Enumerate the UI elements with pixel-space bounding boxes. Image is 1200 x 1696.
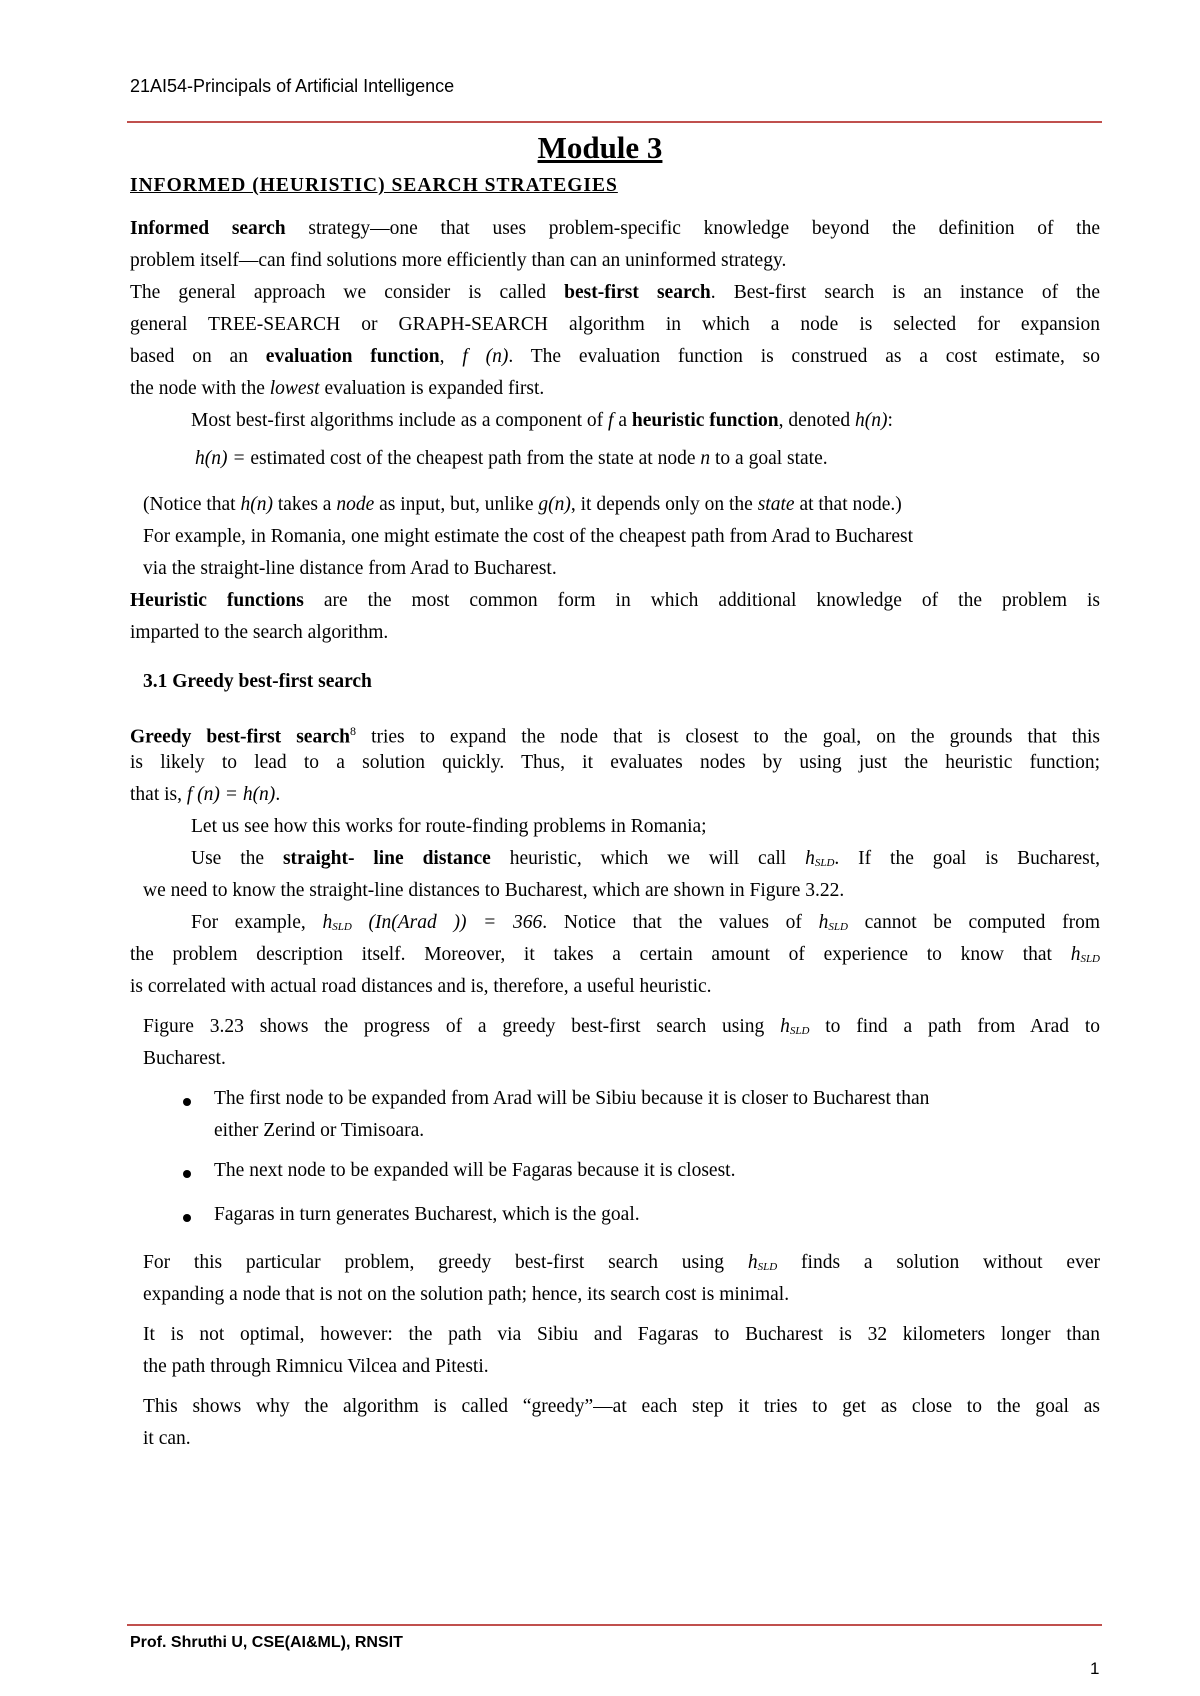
p10-line1: Figure 3.23 shows the progress of a greedy best-first search using $h_{SLD}$ to find a path from Arad to xyxy=(143,1016,1100,1037)
p13-line2: it can. xyxy=(143,1428,191,1449)
section-heading: INFORMED (HEURISTIC) SEARCH STRATEGIES xyxy=(130,175,618,196)
p6-line2: is likely to lead to a solution quickly. Thus, it evaluates nodes by using just the heuristic function; xyxy=(130,752,1100,773)
bullet-1-line2: either Zerind or Timisoara. xyxy=(214,1120,425,1141)
bullet-dot-2 xyxy=(183,1170,191,1178)
p4-line2: For example, in Romania, one might estimate the cost of the cheapest path from Arad to Bucharest xyxy=(143,526,914,547)
p6-line3: that is, f (n) = h(n). xyxy=(130,784,281,805)
bullet-3-line1: Fagaras in turn generates Bucharest, which is the goal. xyxy=(214,1204,640,1225)
bullet-dot-1 xyxy=(183,1098,191,1106)
p12-line2: the path through Rimnicu Vilcea and Pitesti. xyxy=(143,1356,489,1377)
p9-line1: For example, $h_{SLD}$ (In(Arad )) = 366. Notice that the values of $h_{SLD}$ cannot be computed from xyxy=(191,912,1100,933)
page-title: Module 3 xyxy=(537,130,663,165)
p1-line2: problem itself—can find solutions more efficiently than can an uninformed strategy. xyxy=(130,250,787,271)
p11-line1: For this particular problem, greedy best-first search using $h_{SLD}$ finds a solution without ever xyxy=(143,1252,1100,1273)
p13-line1: This shows why the algorithm is called “greedy”—at each step it tries to get as close to the goal as xyxy=(143,1396,1100,1417)
header-rule xyxy=(127,121,1102,123)
p9-line2: the problem description itself. Moreover, it takes a certain amount of experience to know that $h_{SLD}$ xyxy=(130,944,1100,965)
p2-line1: The general approach we consider is called best-first search. Best-first search is an instance of the xyxy=(130,282,1100,303)
p9-line3: is correlated with actual road distances and is, therefore, a useful heuristic. xyxy=(130,976,712,997)
p2-line2: general TREE-SEARCH or GRAPH-SEARCH algorithm in which a node is selected for expansion xyxy=(130,314,1100,335)
p8-line2: we need to know the straight-line distances to Bucharest, which are shown in Figure 3.22. xyxy=(143,880,845,901)
footer-rule xyxy=(127,1624,1102,1626)
subsection-heading: 3.1 Greedy best-first search xyxy=(143,671,372,692)
p12-line1: It is not optimal, however: the path via Sibiu and Fagaras to Bucharest is 32 kilometers longer than xyxy=(143,1324,1100,1345)
p6-line1: Greedy best-first search$^8$ tries to expand the node that is closest to the goal, on the grounds that this xyxy=(130,724,1100,748)
p11-line2: expanding a node that is not on the solution path; hence, its search cost is minimal. xyxy=(143,1284,790,1305)
p4-line1: (Notice that h(n) takes a node as input, but, unlike g(n), it depends only on the state at that node.) xyxy=(143,494,902,515)
p7-line1: Let us see how this works for route-finding problems in Romania; xyxy=(191,816,707,837)
formula-line: h(n) = estimated cost of the cheapest path from the state at node n to a goal state. xyxy=(195,448,828,469)
bullet-dot-3 xyxy=(183,1214,191,1222)
p2-line3: based on an evaluation function, f (n). The evaluation function is construed as a cost estimate, so xyxy=(130,346,1101,367)
p10-line2: Bucharest. xyxy=(143,1048,226,1069)
p4-line3: via the straight-line distance from Arad to Bucharest. xyxy=(143,558,557,579)
p5-line2: imparted to the search algorithm. xyxy=(130,622,389,643)
bullet-1-line1: The first node to be expanded from Arad will be Sibiu because it is closer to Bucharest than xyxy=(214,1088,930,1109)
p5-line1: Heuristic functions are the most common form in which additional knowledge of the problem is xyxy=(130,590,1100,611)
p1-line1: Informed search strategy—one that uses problem-specific knowledge beyond the definition of the xyxy=(130,218,1101,239)
p2-line4: the node with the lowest evaluation is expanded first. xyxy=(130,378,545,399)
header-course: 21AI54-Principals of Artificial Intelligence xyxy=(130,76,455,96)
page-number: 1 xyxy=(1090,1659,1100,1678)
bullet-2-line1: The next node to be expanded will be Fagaras because it is closest. xyxy=(214,1160,736,1181)
p3-line1: Most best-first algorithms include as a component of f a heuristic function, denoted h(n): xyxy=(191,410,893,431)
p8-line1: Use the straight- line distance heuristic, which we will call $h_{SLD}$. If the goal is Bucharest, xyxy=(191,848,1100,869)
footer-author: Prof. Shruthi U, CSE(AI&ML), RNSIT xyxy=(130,1634,403,1651)
